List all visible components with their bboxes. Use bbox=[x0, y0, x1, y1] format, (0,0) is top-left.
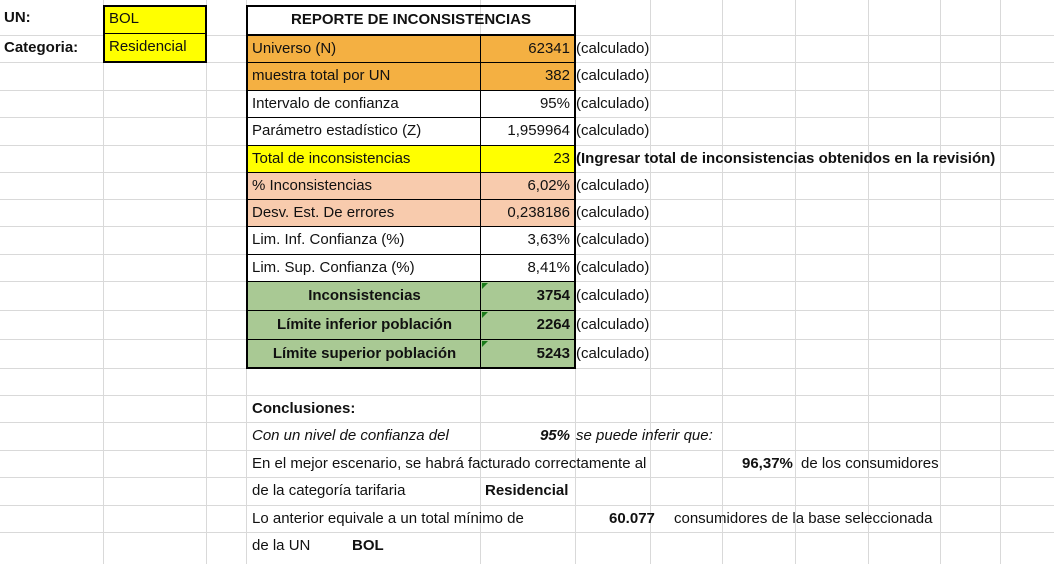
categoria-value-cell[interactable]: Residencial bbox=[103, 33, 207, 63]
table-row-divider bbox=[246, 62, 576, 63]
row-label-universo[interactable]: Universo (N) bbox=[248, 36, 481, 62]
table-row-divider bbox=[246, 339, 576, 340]
cell-warning-indicator bbox=[482, 341, 488, 347]
cell-warning-indicator bbox=[482, 312, 488, 318]
row-note: (calculado) bbox=[576, 316, 650, 333]
row-value-pct-inconsistencias[interactable]: 6,02% bbox=[481, 173, 574, 199]
gridline bbox=[0, 532, 1054, 533]
conclusion-line2-value: 96,37% bbox=[742, 455, 793, 472]
table-row-divider bbox=[246, 199, 576, 200]
table-row-divider bbox=[246, 117, 576, 118]
row-label-lim-inf[interactable]: Lim. Inf. Confianza (%) bbox=[252, 231, 405, 248]
table-row-divider bbox=[246, 254, 576, 255]
conclusion-line4-text-b: consumidores de la base seleccionada bbox=[674, 510, 933, 527]
row-label-total-inconsistencias[interactable]: Total de inconsistencias bbox=[248, 146, 481, 172]
un-label: UN: bbox=[4, 9, 31, 26]
gridline bbox=[722, 0, 723, 564]
table-column-divider bbox=[480, 35, 481, 368]
row-note-input-instruction: (Ingresar total de inconsistencias obtenidos en la revisión) bbox=[576, 150, 996, 167]
row-label-limite-inferior-poblacion[interactable]: Límite inferior población bbox=[248, 311, 481, 339]
gridline bbox=[795, 0, 796, 564]
conclusion-line2-text-b: de los consumidores bbox=[801, 455, 939, 472]
row-value-lim-inf[interactable]: 3,63% bbox=[527, 231, 570, 248]
table-title-divider bbox=[246, 34, 576, 36]
conclusion-line1-text-b: se puede inferir que: bbox=[576, 427, 713, 444]
row-label-parametro[interactable]: Parámetro estadístico (Z) bbox=[252, 122, 422, 139]
row-value-inconsistencias[interactable]: 3754 bbox=[481, 282, 574, 310]
gridline bbox=[206, 0, 207, 564]
row-note: (calculado) bbox=[576, 122, 650, 139]
conclusion-line1-text: Con un nivel de confianza del bbox=[252, 427, 449, 444]
conclusions-title: Conclusiones: bbox=[252, 400, 356, 417]
row-note: (calculado) bbox=[576, 67, 650, 84]
row-note: (calculado) bbox=[576, 177, 650, 194]
gridline bbox=[103, 0, 104, 564]
row-value-total-inconsistencias[interactable]: 23 bbox=[481, 146, 574, 172]
row-note: (calculado) bbox=[576, 204, 650, 221]
row-value-universo[interactable]: 62341 bbox=[481, 36, 574, 62]
table-row-divider bbox=[246, 172, 576, 173]
row-note: (calculado) bbox=[576, 231, 650, 248]
row-label-muestra[interactable]: muestra total por UN bbox=[248, 63, 481, 90]
row-value-muestra[interactable]: 382 bbox=[481, 63, 574, 90]
row-note: (calculado) bbox=[576, 40, 650, 57]
gridline bbox=[940, 0, 941, 564]
row-note: (calculado) bbox=[576, 345, 650, 362]
table-row-divider bbox=[246, 310, 576, 311]
row-label-desv-est[interactable]: Desv. Est. De errores bbox=[248, 200, 481, 226]
row-label-pct-inconsistencias[interactable]: % Inconsistencias bbox=[248, 173, 481, 199]
gridline bbox=[868, 0, 869, 564]
gridline bbox=[0, 395, 1054, 396]
row-label-lim-sup[interactable]: Lim. Sup. Confianza (%) bbox=[252, 259, 415, 276]
conclusion-line3-value: Residencial bbox=[485, 482, 569, 499]
conclusion-line3-text: de la categoría tarifaria bbox=[252, 482, 406, 499]
row-note: (calculado) bbox=[576, 95, 650, 112]
conclusion-line5-text: de la UN bbox=[252, 537, 311, 554]
row-value-desv-est[interactable]: 0,238186 bbox=[481, 200, 574, 226]
row-note: (calculado) bbox=[576, 287, 650, 304]
table-row-divider bbox=[246, 226, 576, 227]
un-value-cell[interactable]: BOL bbox=[103, 5, 207, 34]
conclusion-line5-value: BOL bbox=[352, 537, 384, 554]
row-value-limite-inferior-poblacion[interactable]: 2264 bbox=[481, 311, 574, 339]
row-value-parametro[interactable]: 1,959964 bbox=[507, 122, 570, 139]
table-row-divider bbox=[246, 145, 576, 146]
gridline bbox=[1000, 0, 1001, 564]
row-note: (calculado) bbox=[576, 259, 650, 276]
conclusion-line1-value: 95% bbox=[539, 427, 570, 444]
table-row-divider bbox=[246, 90, 576, 91]
row-value-lim-sup[interactable]: 8,41% bbox=[527, 259, 570, 276]
cell-warning-indicator bbox=[482, 283, 488, 289]
row-value-intervalo[interactable]: 95% bbox=[539, 95, 570, 112]
report-title: REPORTE DE INCONSISTENCIAS bbox=[290, 11, 532, 28]
conclusion-line4-text: Lo anterior equivale a un total mínimo de bbox=[252, 510, 524, 527]
row-label-intervalo[interactable]: Intervalo de confianza bbox=[252, 95, 399, 112]
conclusion-line4-value: 60.077 bbox=[609, 510, 655, 527]
conclusion-line2-text: En el mejor escenario, se habrá facturado correctamente al bbox=[252, 455, 647, 472]
row-label-limite-superior-poblacion[interactable]: Límite superior población bbox=[248, 340, 481, 367]
row-label-inconsistencias[interactable]: Inconsistencias bbox=[248, 282, 481, 310]
categoria-label: Categoria: bbox=[4, 39, 79, 56]
table-row-divider bbox=[246, 281, 576, 282]
row-value-limite-superior-poblacion[interactable]: 5243 bbox=[481, 340, 574, 367]
